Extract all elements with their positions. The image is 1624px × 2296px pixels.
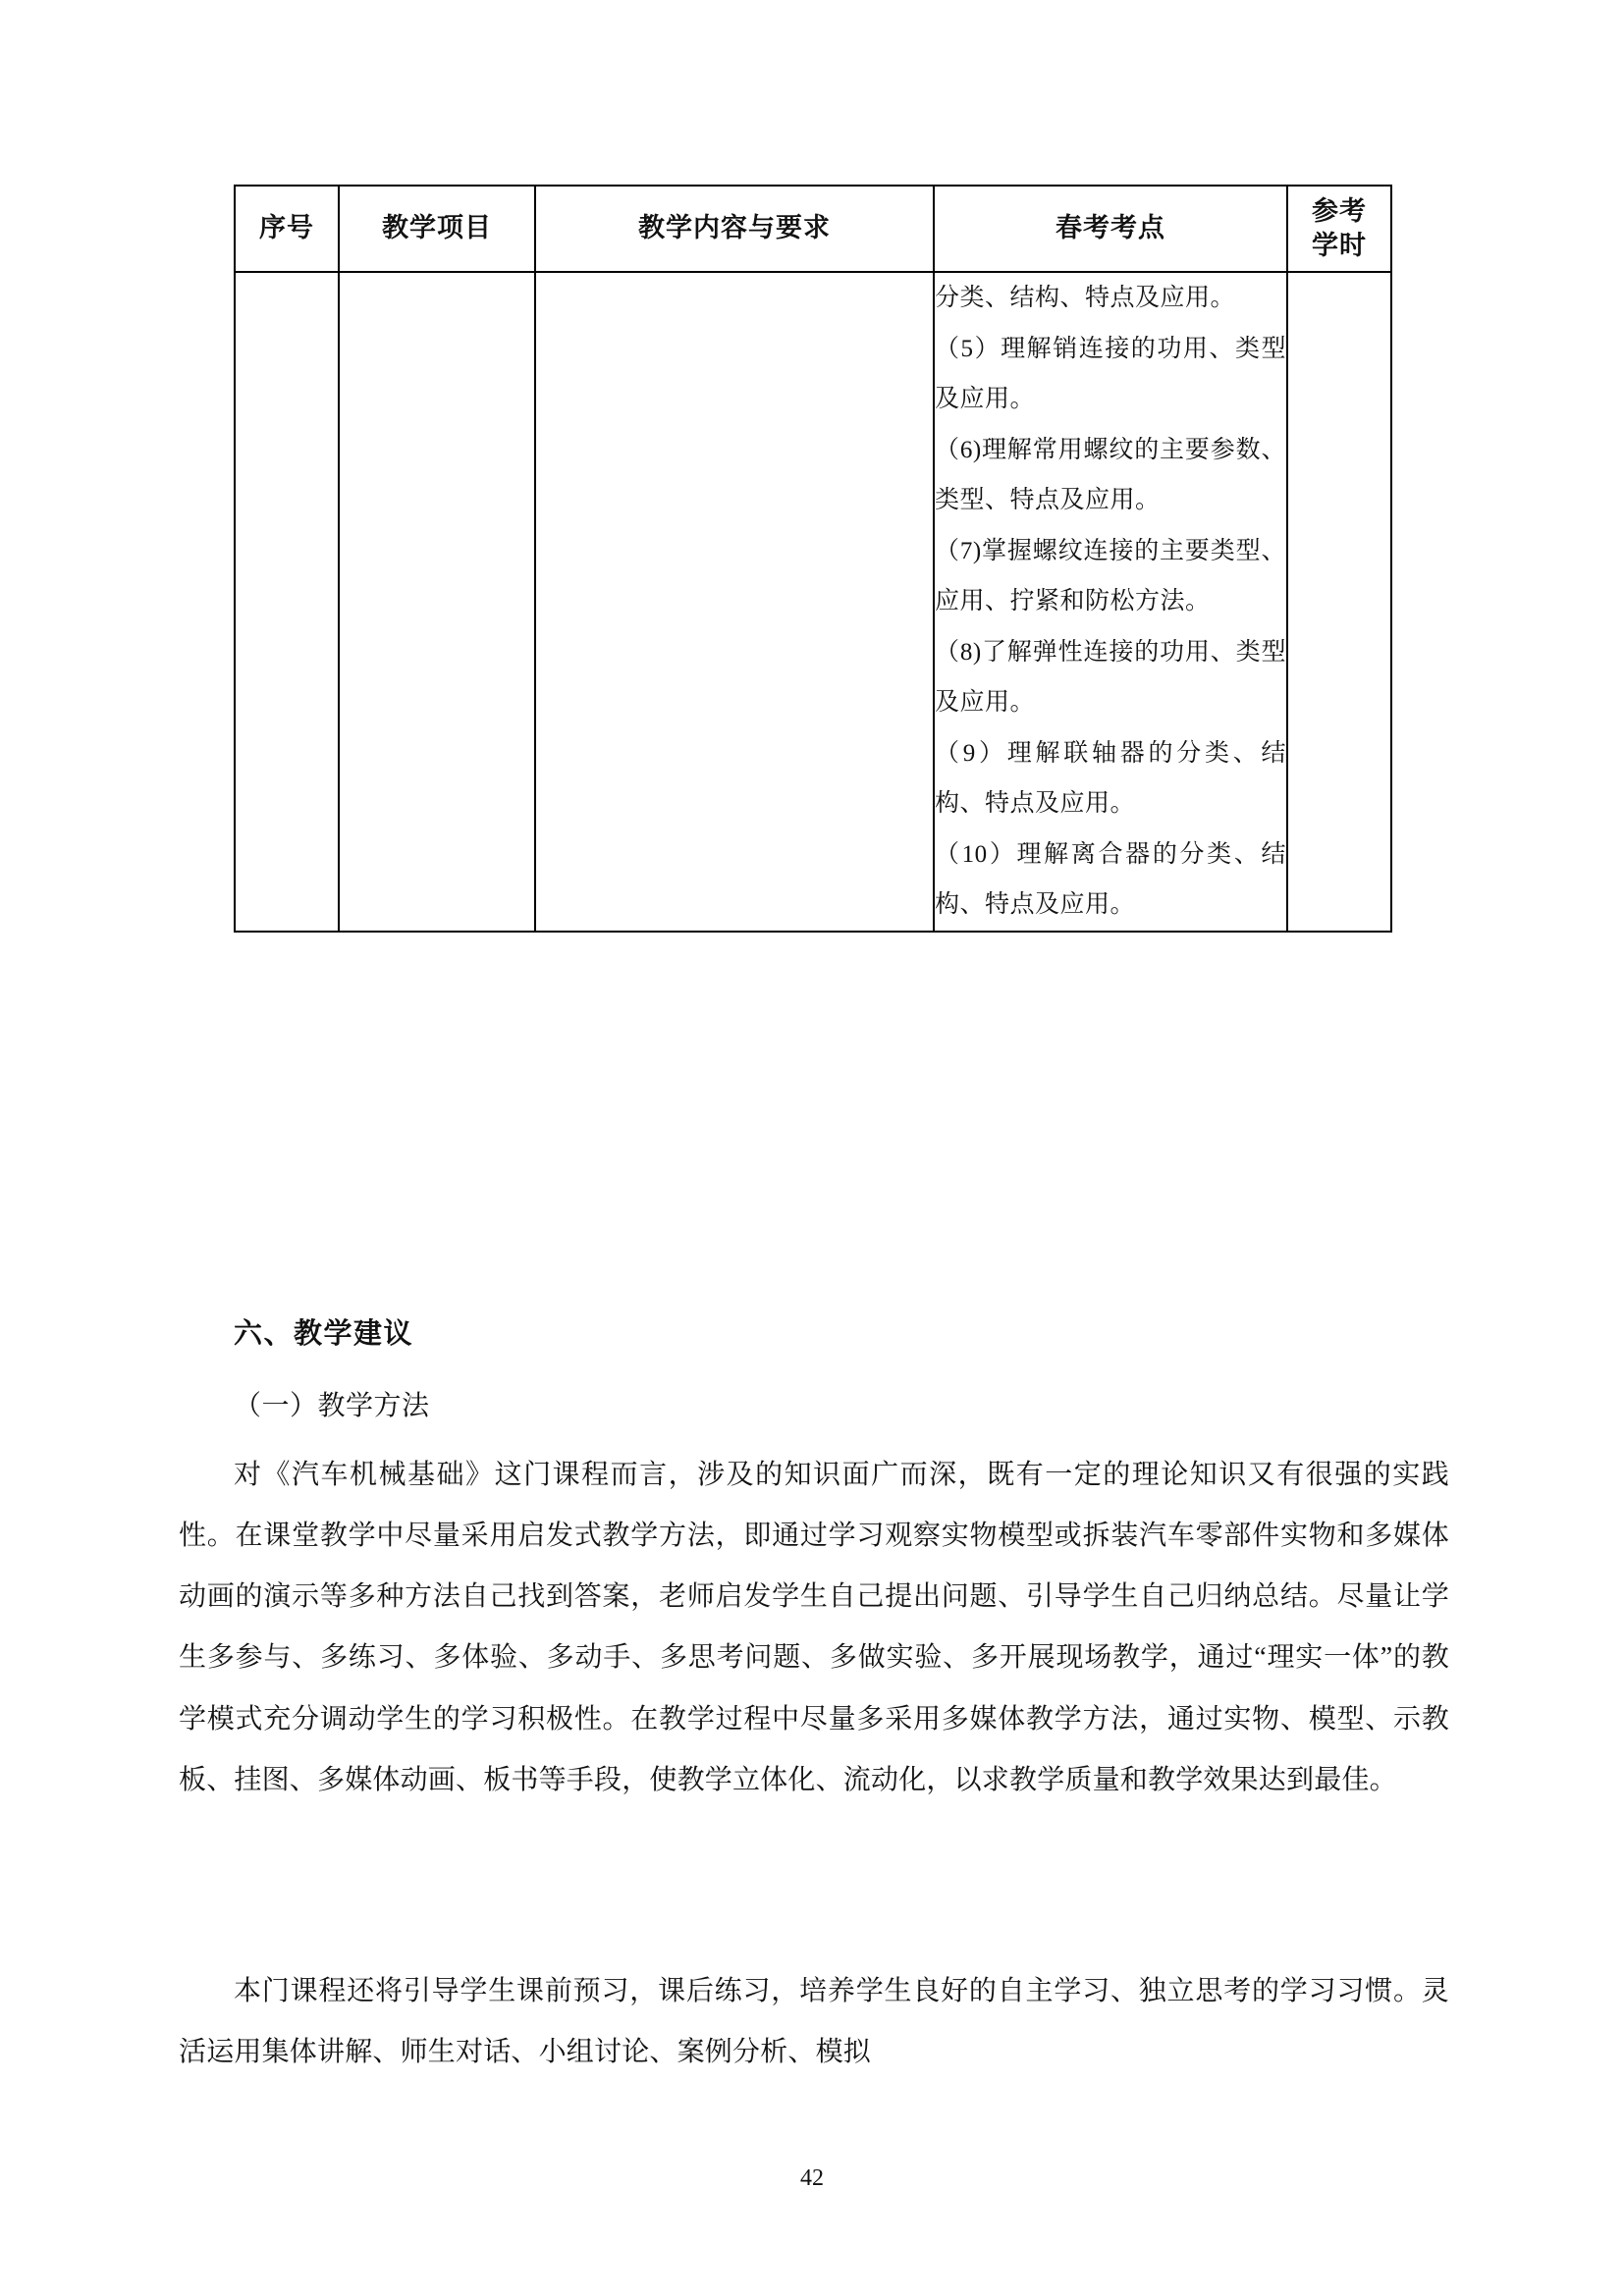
column-header-content: 教学内容与要求: [535, 186, 934, 272]
subsection-heading-teaching-methods: （一）教学方法: [234, 1391, 430, 1421]
cell-content: [535, 272, 934, 932]
column-header-hours-line1: 参考: [1312, 195, 1367, 226]
exam-point-item: （9）理解联轴器的分类、结构、特点及应用。: [935, 739, 1286, 817]
body-paragraph-1: 对《汽车机械基础》这门课程而言，涉及的知识面广而深，既有一定的理论知识又有很强的实践性。在课堂教学中尽量采用启发式教学方法，即通过学习观察实物模型或拆装汽车零部件实物和多媒体动画的演示等多种方法自己找到答案，老师启发学生自己提出问题、引导学生自己归纳总结。尽量让学生多参与、多练习、多体验、多动手、多思考问题、多做实验、多开展现场教学，通过“理实一体”的教学模式充分调动学生的学习积极性。在教学过程中尽量多采用多媒体教学方法，通过实物、模型、示教板、挂图、多媒体动画、板书等手段，使教学立体化、流动化，以求教学质量和教学效果达到最佳。: [179, 1460, 1449, 1795]
cell-no: [235, 272, 339, 932]
exam-point-item: （8)了解弹性连接的功用、类型及应用。: [935, 638, 1286, 716]
body-paragraph-2: 本门课程还将引导学生课前预习，课后练习，培养学生良好的自主学习、独立思考的学习习惯。灵活运用集体讲解、师生对话、小组讨论、案例分析、模拟: [179, 1976, 1449, 2068]
exam-point-item: （7)掌握螺纹连接的主要类型、应用、拧紧和防松方法。: [935, 537, 1286, 614]
column-header-hours: [1287, 186, 1391, 272]
cell-project: [339, 272, 535, 932]
page-number: 42: [800, 2165, 824, 2191]
exam-point-item: （6)理解常用螺纹的主要参数、类型、特点及应用。: [935, 436, 1286, 513]
exam-point-list: [935, 273, 1286, 931]
table-row: [235, 272, 1391, 932]
body-paragraph-1-container: [179, 1445, 1449, 1811]
exam-point-item: （10）理解离合器的分类、结构、特点及应用。: [935, 840, 1286, 918]
table-header-row: [235, 186, 1391, 272]
column-header-hours-line2: 学时: [1312, 231, 1367, 260]
cell-exam-points: [934, 272, 1287, 932]
teaching-schedule-table-container: [234, 185, 1380, 933]
column-header-no: 序号: [235, 186, 339, 272]
section-heading-teaching-suggestions: 六、教学建议: [234, 1318, 414, 1350]
teaching-schedule-table: [234, 185, 1392, 933]
cell-hours: [1287, 272, 1391, 932]
exam-point-item: （5）理解销连接的功用、类型及应用。: [935, 335, 1286, 412]
exam-point-item: 分类、结构、特点及应用。: [935, 285, 1236, 311]
table-header: [235, 186, 1391, 272]
body-paragraph-2-container: [179, 1961, 1449, 2083]
table-body: [235, 272, 1391, 932]
column-header-exam: 春考考点: [934, 186, 1287, 272]
column-header-project: 教学项目: [339, 186, 535, 272]
